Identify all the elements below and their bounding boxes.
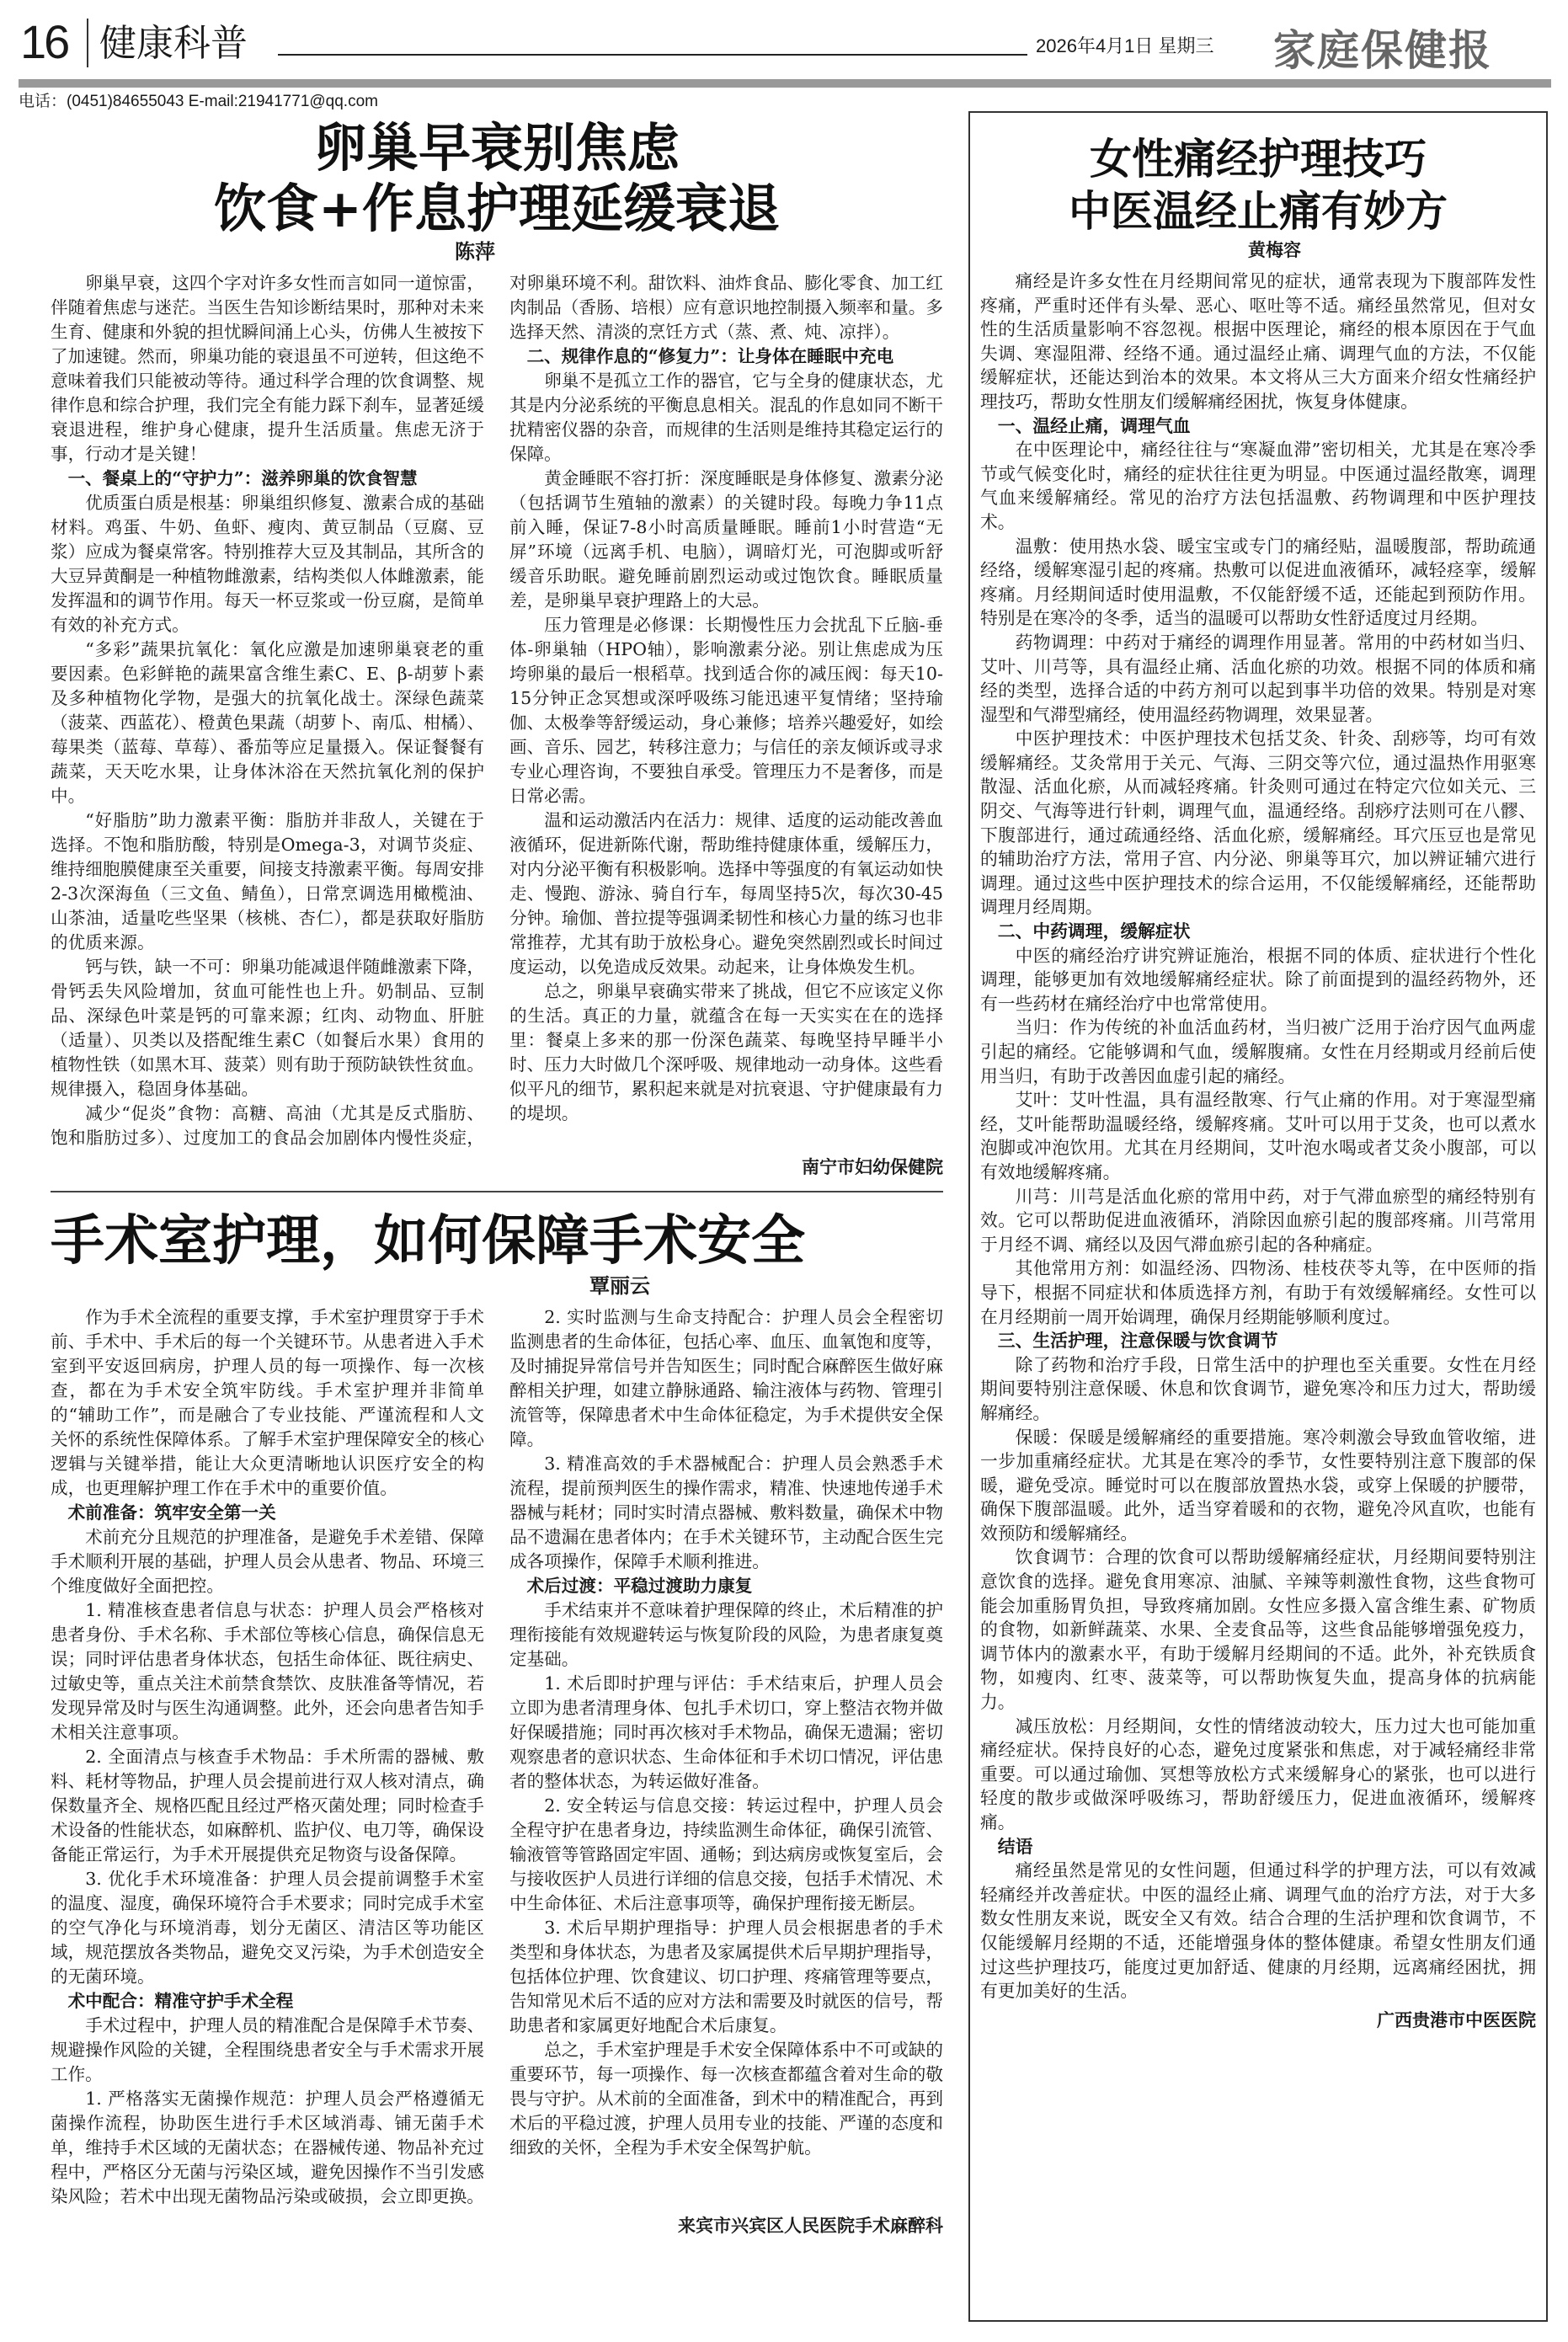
section-name: 健康科普	[99, 22, 248, 65]
title-line: 手术室护理，如何保障手术安全	[51, 1209, 805, 1272]
paragraph: 艾叶：艾叶性温，具有温经散寒、行气止痛的作用。对于寒湿型痛经，艾叶能帮助温暖经络，缓解疼痛。艾叶可以用于艾灸，也可以煮水泡脚或冲泡饮用。尤其在月经期间，艾叶泡水喝或者艾灸小腹部，可以有效地缓解疼痛。	[980, 1090, 1536, 1182]
paragraph: 保暖：保暖是缓解痛经的重要措施。寒冷刺激会导致血管收缩，进一步加重痛经症状。尤其是在寒冷的季节，女性要特别注意下腹部的保暖，避免受凉。睡觉时可以在腹部放置热水袋，或穿上保暖的护腰带，确保下腹部温暖。此外，适当穿着暖和的衣物，避免冷风直吹，也能有效预防和缓解痛经。	[980, 1427, 1536, 1544]
article1-body	[51, 271, 943, 1150]
left-articles	[51, 118, 943, 2238]
paragraph: 药物调理：中药对于痛经的调理作用显著。常用的中药材如当归、艾叶、川芎等，具有温经止痛、活血化瘀的功效。根据不同的体质和痛经的类型，选择合适的中药方剂可以起到事半功倍的效果。特别是对寒湿型和气滞型痛经，使用温经药物调理，效果显著。	[980, 632, 1536, 725]
paragraph: 黄金睡眠不容打折：深度睡眠是身体修复、激素分泌（包括调节生殖轴的激素）的关键时段。每晚力争11点前入睡，保证7-8小时高质量睡眠。睡前1小时营造“无屏”环境（远离手机、电脑），调暗灯光，可泡脚或听舒缓音乐助眠。避免睡前剧烈运动或过饱饮食。睡眠质量差，是卵巢早衰护理路上的大忌。	[509, 468, 943, 611]
paragraph: 除了药物和治疗手段，日常生活中的护理也至关重要。女性在月经期间要特别注意保暖、休息和饮食调节，避免寒冷和压力过大，帮助缓解痛经。	[980, 1354, 1536, 1423]
paragraph: 2. 全面清点与核查手术物品：手术所需的器械、敷料、耗材等物品，护理人员会提前进行双人核对清点，确保数量齐全、规格匹配且经过严格灭菌处理；同时检查手术设备的性能状态，如麻醉机、监护仪、电刀等，确保设备能正常运行，为手术开展提供充足物资与设备保障。	[51, 1747, 484, 1865]
paragraph: 2. 实时监测与生命支持配合：护理人员会全程密切监测患者的生命体征，包括心率、血压、血氧饱和度等，及时捕捉异常信号并告知医生；同时配合麻醉医生做好麻醉相关护理，如建立静脉通路、输注液体与药物、管理引流管等，保障患者术中生命体征稳定，为手术提供安全保障。	[509, 1307, 943, 1449]
paragraph: 在中医理论中，痛经往往与“寒凝血滞”密切相关，尤其是在寒冷季节或气候变化时，痛经的症状往往更为明显。中医通过温经散寒，调理气血来缓解痛经。常见的治疗方法包括温敷、药物调理和中医护理技术。	[980, 440, 1536, 532]
article3-frame	[968, 111, 1548, 2322]
section-heading: 术中配合：精准守护手术全程	[67, 1991, 294, 2011]
divider	[51, 1191, 943, 1192]
section-heading: 一、温经止痛，调理气血	[997, 414, 1191, 436]
paragraph: 作为手术全流程的重要支撑，手术室护理贯穿于手术前、手术中、手术后的每一个关键环节。从患者进入手术室到平安返回病房，护理人员的每一项操作、每一次核查，都在为手术安全筑牢防线。手术室护理并非简单的“辅助工作”，而是融合了专业技能、严谨流程和人文关怀的系统性保障体系。了解手术室护理保障安全的核心逻辑与关键举措，能让大众更清晰地认识医疗安全的构成，也更理解护理工作在手术中的重要价值。	[51, 1307, 484, 1498]
article2-body	[51, 1305, 943, 2209]
article3-author: 黄梅容	[1248, 239, 1301, 260]
article1-title	[51, 118, 943, 239]
paragraph: 手术结束并不意味着护理保障的终止，术后精准的护理衔接能有效规避转运与恢复阶段的风险，为患者康复奠定基础。	[509, 1600, 943, 1669]
section-heading: 二、中药调理，缓解症状	[997, 920, 1191, 942]
paragraph: “多彩”蔬果抗氧化：氧化应激是加速卵巢衰老的重要因素。色彩鲜艳的蔬果富含维生素C、E、β-胡萝卜素及多种植物化学物，是强大的抗氧化战士。深绿色蔬菜（菠菜、西蓝花）、橙黄色果蔬（胡萝卜、南瓜、柑橘）、莓果类（蓝莓、草莓）、番茄等应足量摄入。保证餐餐有蔬菜，天天吃水果，让身体沐浴在天然抗氧化剂的保护中。	[51, 639, 484, 806]
title-line: 卵巢早衰别焦虑	[313, 117, 680, 179]
section-heading: 三、生活护理，注意保暖与饮食调节	[997, 1330, 1278, 1352]
paragraph: 当归：作为传统的补血活血药材，当归被广泛用于治疗因气血两虚引起的痛经。它能够调和气血，缓解腹痛。女性在月经期或月经前后使用当归，有助于改善因血虚引起的痛经。	[980, 1017, 1536, 1086]
section-heading: 二、规律作息的“修复力”：让身体在睡眠中充电	[526, 346, 894, 366]
paragraph: 1. 严格落实无菌操作规范：护理人员会严格遵循无菌操作流程，协助医生进行手术区域消毒、铺无菌手术单，维持手术区域的无菌状态；在器械传递、物品补充过程中，严格区分无菌与污染区域，避免因操作不当引发感染风险；若术中出现无菌物品污染或破损，会立即更换。	[51, 2089, 484, 2206]
paragraph: “好脂肪”助力激素平衡：脂肪并非敌人，关键在于选择。不饱和脂肪酸，特别是Omega-3，对调节炎症、维持细胞膜健康至关重要，间接支持激素平衡。每周安排2-3次深海鱼（三文鱼、鲭鱼），日常烹调选用橄榄油、山茶油，适量吃些坚果（核桃、杏仁），都是获取好脂肪的优质来源。	[51, 810, 484, 952]
paragraph: 手术过程中，护理人员的精准配合是保障手术节奏、规避操作风险的关键，全程围绕患者安全与手术需求开展工作。	[51, 2015, 484, 2084]
article2-credit: 来宾市兴宾区人民医院手术麻醉科	[678, 2215, 943, 2236]
paragraph: 卵巢不是孤立工作的器官，它与全身的健康状态，尤其是内分泌系统的平衡息息相关。混乱的作息如同不断干扰精密仪器的杂音，而规律的生活则是维持其稳定运行的保障。	[509, 371, 943, 464]
article3-title	[980, 133, 1536, 237]
paragraph: 其他常用方剂：如温经汤、四物汤、桂枝茯苓丸等，在中医师的指导下，根据不同症状和体质选择方剂，有助于有效缓解痛经。女性可以在月经期前一周开始调理，确保月经期能够顺利度过。	[980, 1258, 1536, 1327]
header-rule	[19, 79, 1551, 88]
paragraph: 3. 术后早期护理指导：护理人员会根据患者的手术类型和身体状态，为患者及家属提供术后早期护理指导，包括体位护理、饮食建议、切口护理、疼痛管理等要点，告知常见术后不适的应对方法和需要及时就医的信号，帮助患者和家属更好地配合术后康复。	[509, 1918, 943, 2035]
paragraph: 卵巢早衰，这四个字对许多女性而言如同一道惊雷，伴随着焦虑与迷茫。当医生告知诊断结果时，那种对未来生育、健康和外貌的担忧瞬间涌上心头，仿佛人生被按下了加速键。然而，卵巢功能的衰退虽不可逆转，但这绝不意味着我们只能被动等待。通过科学合理的饮食调整、规律作息和综合护理，我们完全有能力踩下刹车，显著延缓衰退进程，维护身心健康，提升生活质量。焦虑无济于事，行动才是关键！	[51, 273, 484, 464]
title-line: 中医温经止痛有妙方	[1069, 186, 1448, 236]
paragraph: 痛经是许多女性在月经期间常见的症状，通常表现为下腹部阵发性疼痛，严重时还伴有头晕、恶心、呕吐等不适。痛经虽然常见，但对女性的生活质量影响不容忽视。根据中医理论，痛经的根本原因在于气血失调、寒湿阻滞、经络不通。通过温经止痛、调理气血的方法，不仅能缓解症状，还能达到治本的效果。本文将从三大方面来介绍女性痛经护理技巧，帮助女性朋友们缓解痛经困扰，恢复身体健康。	[980, 271, 1536, 412]
title-line: 女性痛经护理技巧	[1090, 134, 1427, 184]
issue-date: 2026年4月1日 星期三	[1036, 35, 1214, 56]
section-heading: 一、餐桌上的“守护力”：滋养卵巢的饮食智慧	[67, 468, 418, 488]
paragraph: 术前充分且规范的护理准备，是避免手术差错、保障手术顺利开展的基础，护理人员会从患者、物品、环境三个维度做好全面把控。	[51, 1527, 484, 1596]
paragraph: 3. 精准高效的手术器械配合：护理人员会熟悉手术流程，提前预判医生的操作需求，精准、快速地传递手术器械与耗材；同时实时清点器械、敷料数量，确保术中物品不遗漏在患者体内；在手术关键环节，主动配合医生完成各项操作，保障手术顺利推进。	[509, 1454, 943, 1571]
paragraph: 2. 安全转运与信息交接：转运过程中，护理人员会全程守护在患者身边，持续监测生命体征，确保引流管、输液管等管路固定牢固、通畅；到达病房或恢复室后，会与接收医护人员进行详细的信息交接，包括手术情况、术中生命体征、术后注意事项等，确保护理衔接无断层。	[509, 1795, 943, 1913]
article3-body	[980, 269, 1536, 2003]
paragraph: 压力管理是必修课：长期慢性压力会扰乱下丘脑-垂体-卵巢轴（HPO轴），影响激素分泌。别让焦虑成为压垮卵巢的最后一根稻草。找到适合你的减压阀：每天10-15分钟正念冥想或深呼吸练习能迅速平复情绪；坚持瑜伽、太极拳等舒缓运动，身心兼修；培养兴趣爱好，如绘画、音乐、园艺，转移注意力；与信任的亲友倾诉或寻求专业心理咨询，不要独自承受。管理压力不是奢侈，而是日常必需。	[509, 615, 943, 806]
contact-info: 电话：(0451)84655043 E-mail:21941771@qq.com	[19, 93, 378, 110]
title-line: 饮食+作息护理延缓衰退	[214, 178, 780, 239]
paragraph: 饮食调节：合理的饮食可以帮助缓解痛经症状，月经期间要特别注意饮食的选择。避免食用寒凉、油腻、辛辣等刺激性食物，这些食物可能会加重肠胃负担，导致疼痛加剧。女性应多摄入富含维生素、矿物质的食物，如新鲜蔬菜、水果、全麦食品等，这些食品能够增强免疫力，调节体内的激素水平，有助于缓解月经期间的不适。此外，补充铁质食物，如瘦肉、红枣、菠菜等，可以帮助恢复失血，提高身体的抗病能力。	[980, 1547, 1536, 1713]
divider	[278, 54, 1027, 56]
paragraph: 钙与铁，缺一不可：卵巢功能减退伴随雌激素下降，骨钙丢失风险增加，贫血可能性也上升。奶制品、豆制品、深绿色叶菜是钙的可靠来源；红肉、动物血、肝脏（适量）、贝类以及搭配维生素C（如餐后水果）食用的植物性铁（如黑木耳、菠菜）则有助于预防缺铁性贫血。规律摄入，稳固身体基础。	[51, 957, 484, 1099]
article3-credit: 广西贵港市中医医院	[1377, 2009, 1536, 2030]
paragraph: 川芎：川芎是活血化瘀的常用中药，对于气滞血瘀型的痛经特别有效。它可以帮助促进血液循环，消除因血瘀引起的腹部疼痛。川芎常用于月经不调、痛经以及因气滞血瘀引起的各种痛症。	[980, 1186, 1536, 1255]
paragraph: 1. 精准核查患者信息与状态：护理人员会严格核对患者身份、手术名称、手术部位等核心信息，确保信息无误；同时评估患者身体状态，包括生命体征、既往病史、过敏史等，重点关注术前禁食禁饮、皮肤准备等情况，若发现异常及时与医生沟通调整。此外，还会向患者告知手术相关注意事项。	[51, 1600, 484, 1742]
section-heading: 术前准备：筑牢安全第一关	[67, 1502, 276, 1523]
divider	[87, 19, 88, 67]
paragraph: 温和运动激活内在活力：规律、适度的运动能改善血液循环，促进新陈代谢，帮助维持健康体重，缓解压力，对内分泌平衡有积极影响。选择中等强度的有氧运动如快走、慢跑、游泳、骑自行车，每周坚持5次，每次30-45分钟。瑜伽、普拉提等强调柔韧性和核心力量的练习也非常推荐，尤其有助于放松身心。避免突然剧烈或长时间过度运动，以免造成反效果。动起来，让身体焕发生机。	[509, 810, 943, 977]
paragraph: 总之，手术室护理是手术安全保障体系中不可或缺的重要环节，每一项操作、每一次核查都蕴含着对生命的敬畏与守护。从术前的全面准备，到术中的精准配合，再到术后的平稳过渡，护理人员用专业的技能、严谨的态度和细致的关怀，全程为手术安全保驾护航。	[509, 2040, 943, 2158]
article1-credit: 南宁市妇幼保健院	[802, 1156, 943, 1177]
paragraph: 1. 术后即时护理与评估：手术结束后，护理人员会立即为患者清理身体、包扎手术切口，穿上整洁衣物并做好保暖措施；同时再次核对手术物品，确保无遗漏；密切观察患者的意识状态、生命体征和手术切口情况，评估患者的整体状态，为转运做好准备。	[509, 1673, 943, 1791]
paragraph: 优质蛋白质是根基：卵巢组织修复、激素合成的基础材料。鸡蛋、牛奶、鱼虾、瘦肉、黄豆制品（豆腐、豆浆）应成为餐桌常客。特别推荐大豆及其制品，其所含的大豆异黄酮是一种植物雌激素，结构类似人体雌激素，能发挥温和的调节作用。每天一杯豆浆或一份豆腐，是简单有效的补充方式。	[51, 493, 484, 635]
paragraph: 减少“促炎”食物：高糖、高油（尤其是反式脂肪、饱和脂肪过多）、过度加工的食品会加剧体内慢性炎症，对卵巢环境不利。甜饮料、油炸食品、膨化零食、加工红肉制品（香肠、培根）应有意识地控制摄入频率和量。多选择天然、清淡的烹饪方式（蒸、煮、炖、凉拌）。	[51, 273, 943, 1148]
masthead-logo: 家庭保健报	[1273, 25, 1492, 75]
section-heading: 结语	[997, 1835, 1033, 1857]
article2-author: 覃丽云	[589, 1273, 650, 1298]
paragraph: 中医的痛经治疗讲究辨证施治，根据不同的体质、症状进行个性化调理，能够更加有效地缓解痛经症状。除了前面提到的温经药物外，还有一些药材在痛经治疗中也常常使用。	[980, 945, 1536, 1014]
paragraph: 痛经虽然是常见的女性问题，但通过科学的护理方法，可以有效减轻痛经并改善症状。中医的温经止痛、调理气血的治疗方法，对于大多数女性朋友来说，既安全又有效。结合合理的生活护理和饮食调节，不仅能缓解月经期的不适，还能增强身体的整体健康。希望女性朋友们通过这些护理技巧，能度过更加舒适、健康的月经期，远离痛经困扰，拥有更加美好的生活。	[980, 1860, 1536, 2002]
page-number: 16	[20, 15, 68, 68]
article1-author: 陈萍	[455, 239, 495, 264]
section-heading: 术后过渡：平稳过渡助力康复	[526, 1576, 753, 1596]
paragraph: 总之，卵巢早衰确实带来了挑战，但它不应该定义你的生活。真正的力量，就蕴含在每一天实实在在的选择里：餐桌上多来的那一份深色蔬菜、每晚坚持早睡半小时、压力大时做几个深呼吸、规律地动一动身体。这些看似平凡的细节，累积起来就是对抗衰退、守护健康最有力的堤坝。	[509, 981, 943, 1123]
article2-title	[51, 1209, 943, 1273]
paragraph: 减压放松：月经期间，女性的情绪波动较大，压力过大也可能加重痛经症状。保持良好的心态，避免过度紧张和焦虑，对于减轻痛经非常重要。可以通过瑜伽、冥想等放松方式来缓解身心的紧张，也可以进行轻度的散步或做深呼吸练习，帮助舒缓压力，促进血液循环，缓解疼痛。	[980, 1715, 1536, 1833]
paragraph: 3. 优化手术环境准备：护理人员会提前调整手术室的温度、湿度，确保环境符合手术要求；同时完成手术室的空气净化与环境消毒，划分无菌区、清洁区等功能区域，规范摆放各类物品，避免交叉污染，为手术创造安全的无菌环境。	[51, 1869, 484, 1987]
paragraph: 中医护理技术：中医护理技术包括艾灸、针灸、刮痧等，均可有效缓解痛经。艾灸常用于关元、气海、三阴交等穴位，通过温热作用驱寒散湿、活血化瘀，从而减轻疼痛。针灸则可通过在特定穴位如关元、三阴交、气海等进行针刺，调理气血，温通经络。刮痧疗法则可在八髎、下腹部进行，通过疏通经络、活血化瘀，缓解痛经。耳穴压豆也是常见的辅助治疗方法，常用子宫、内分泌、卵巢等耳穴，加以辨证辅穴进行调理。通过这些中医护理技术的综合运用，不仅能缓解痛经，还能帮助调理月经周期。	[980, 728, 1536, 918]
paragraph: 温敷：使用热水袋、暖宝宝或专门的痛经贴，温暖腹部，帮助疏通经络，缓解寒湿引起的疼痛。热敷可以促进血液循环，减轻痉挛，缓解疼痛。月经期间适时使用温敷，不仅能舒缓不适，还能起到预防作用。特别是在寒冷的冬季，适当的温暖可以帮助女性舒适度过月经期。	[980, 536, 1536, 629]
